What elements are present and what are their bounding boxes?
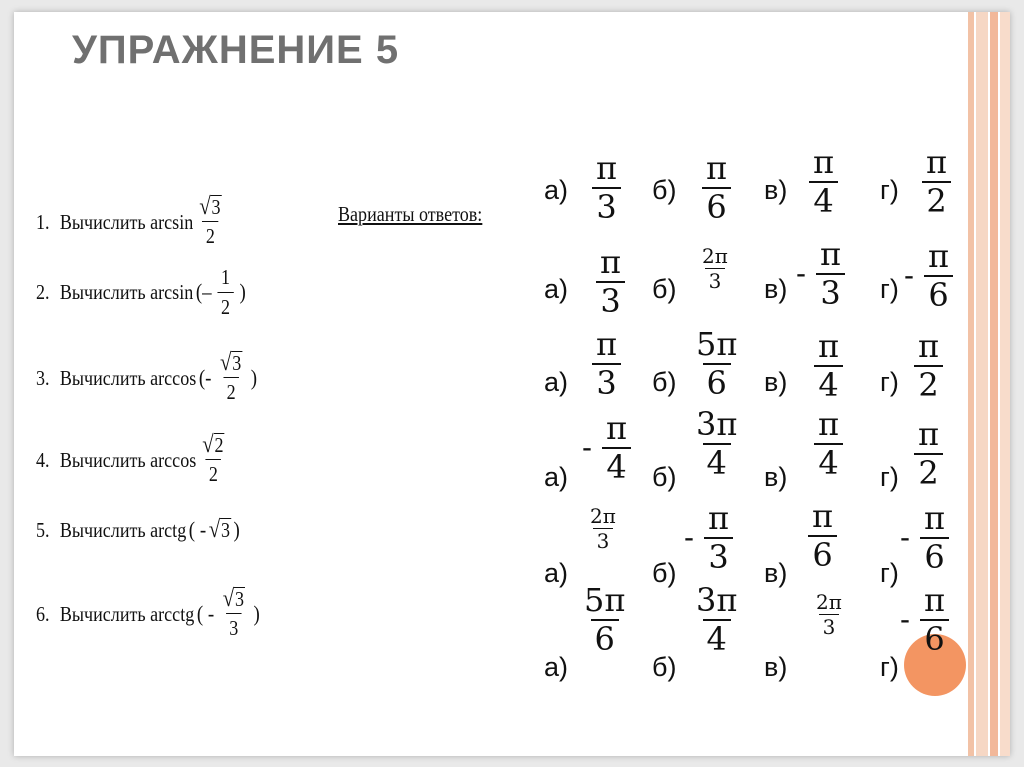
- denominator: 6: [920, 537, 948, 575]
- denominator: 3: [816, 273, 844, 311]
- fraction: [692, 325, 741, 402]
- answer-option[interactable]: [596, 243, 625, 320]
- task-text: Вычислить arcctg: [59, 601, 195, 626]
- option-label: г): [880, 175, 899, 205]
- answer-option[interactable]: [582, 409, 631, 486]
- fraction: [814, 327, 843, 404]
- denominator: 3: [596, 281, 624, 319]
- open-paren: (-: [198, 365, 212, 390]
- denominator: 2: [914, 365, 942, 403]
- option-label: г): [880, 652, 899, 682]
- fraction: [692, 405, 741, 482]
- open-paren: (–: [195, 279, 212, 304]
- task-text: Вычислить arctg: [59, 517, 187, 542]
- sqrt: [208, 515, 231, 543]
- numerator: π: [918, 327, 940, 365]
- task-number: 3.: [36, 365, 50, 390]
- decorative-stripes: [964, 12, 1010, 756]
- radicand: 3: [211, 194, 221, 219]
- numerator: π: [924, 581, 946, 619]
- answer-option[interactable]: [904, 237, 953, 314]
- answer-option[interactable]: [914, 327, 943, 404]
- minus-sign: -: [900, 603, 910, 637]
- minus-sign: -: [582, 431, 592, 465]
- task-text: Вычислить arcsin: [59, 279, 194, 304]
- fraction: [602, 409, 631, 486]
- radicand: 3: [232, 350, 242, 375]
- option-label: г): [880, 462, 899, 492]
- sqrt: [197, 192, 224, 221]
- denominator: 2: [223, 377, 239, 405]
- task-5: [36, 490, 242, 570]
- fraction: [692, 581, 741, 658]
- open-paren: ( -: [188, 517, 207, 542]
- fraction: [586, 506, 620, 552]
- answer-option[interactable]: [900, 499, 949, 576]
- option-label: а): [544, 462, 569, 492]
- option-label: б): [652, 274, 677, 304]
- fraction: [922, 143, 951, 220]
- fraction: [200, 430, 227, 487]
- answer-option[interactable]: [586, 506, 620, 552]
- fraction: [816, 235, 845, 312]
- option-label: в): [764, 652, 788, 682]
- answer-option[interactable]: [702, 149, 731, 226]
- fraction: [924, 237, 953, 314]
- fraction: [217, 348, 244, 405]
- denominator: 4: [809, 181, 837, 219]
- numerator: π: [918, 415, 940, 453]
- denominator: 3: [705, 268, 726, 292]
- root-sign: √: [222, 584, 235, 612]
- close-paren: ): [250, 365, 258, 390]
- answer-option[interactable]: [900, 581, 949, 658]
- radicand: 3: [235, 586, 245, 611]
- option-label: а): [544, 652, 569, 682]
- denominator: 2: [205, 459, 221, 487]
- stripe: [968, 12, 974, 756]
- denominator: 3: [704, 537, 732, 575]
- denominator: 4: [814, 443, 842, 481]
- denominator: 4: [703, 443, 731, 481]
- task-3: [36, 338, 260, 418]
- fraction: [809, 143, 838, 220]
- numerator: π: [812, 497, 834, 535]
- open-paren: ( -: [196, 601, 215, 626]
- minus-sign: -: [796, 257, 806, 291]
- root-sign: √: [220, 348, 232, 376]
- stripe: [990, 12, 998, 756]
- numerator: 2π: [816, 590, 842, 614]
- denominator: 2: [922, 181, 950, 219]
- task-number: 6.: [36, 601, 50, 626]
- answer-option[interactable]: [692, 581, 741, 658]
- option-label: б): [652, 652, 677, 682]
- fraction: [218, 265, 234, 320]
- denominator: 6: [808, 535, 836, 573]
- answer-option[interactable]: [592, 325, 621, 402]
- numerator: 3π: [696, 581, 738, 619]
- answer-option[interactable]: [796, 235, 845, 312]
- option-label: б): [652, 175, 677, 205]
- denominator: 6: [591, 619, 619, 657]
- task-text: Вычислить arccos: [59, 365, 197, 390]
- numerator: π: [600, 243, 622, 281]
- task-number: 5.: [36, 517, 50, 542]
- slide-title: УПРАЖНЕНИЕ 5: [72, 28, 400, 72]
- denominator: 3: [819, 614, 840, 638]
- denominator: 4: [814, 365, 842, 403]
- numerator: π: [924, 499, 946, 537]
- denominator: 3: [592, 363, 620, 401]
- task-number: 2.: [36, 279, 50, 304]
- option-label: а): [544, 558, 569, 588]
- option-label: в): [764, 367, 788, 397]
- denominator: 4: [703, 619, 731, 657]
- close-paren: ): [239, 279, 246, 304]
- fraction: [702, 149, 731, 226]
- task-text: Вычислить arccos: [59, 447, 197, 472]
- denominator: 2: [202, 221, 218, 249]
- option-label: б): [652, 558, 677, 588]
- fraction: [914, 415, 943, 492]
- numerator: π: [813, 143, 835, 181]
- task-4: [36, 420, 230, 500]
- answer-option[interactable]: [698, 246, 732, 292]
- fraction: [580, 581, 629, 658]
- denominator: 2: [914, 453, 942, 491]
- option-label: в): [764, 175, 788, 205]
- minus-sign: -: [904, 259, 914, 293]
- answer-option[interactable]: [814, 327, 843, 404]
- denominator: 3: [592, 187, 620, 225]
- answer-option[interactable]: [809, 143, 838, 220]
- option-label: в): [764, 558, 788, 588]
- answer-option[interactable]: [592, 149, 621, 226]
- numerator: 3π: [696, 405, 738, 443]
- root-sign: √: [199, 192, 211, 220]
- option-label: а): [544, 175, 569, 205]
- stripe: [976, 12, 988, 756]
- root-sign: √: [202, 430, 214, 458]
- option-label: г): [880, 558, 899, 588]
- numerator: π: [820, 235, 842, 273]
- close-paren: ): [233, 517, 240, 542]
- fraction: [812, 592, 846, 638]
- fraction: [197, 192, 224, 249]
- task-6: [36, 574, 262, 654]
- fraction: [814, 405, 843, 482]
- fraction: [920, 581, 949, 658]
- answer-option[interactable]: [692, 405, 741, 482]
- root-sign: √: [208, 515, 221, 543]
- answer-option[interactable]: [922, 143, 951, 220]
- numerator: π: [606, 409, 628, 447]
- answer-option[interactable]: [808, 497, 837, 574]
- numerator: 5π: [696, 325, 738, 363]
- close-paren: ): [253, 601, 260, 626]
- option-label: в): [764, 274, 788, 304]
- numerator: π: [706, 149, 728, 187]
- numerator: 2π: [702, 244, 728, 268]
- task-1: [36, 182, 227, 262]
- task-number: 4.: [36, 447, 50, 472]
- fraction: [596, 243, 625, 320]
- task-number: 1.: [36, 209, 50, 234]
- denominator: 6: [703, 363, 731, 401]
- numerator: π: [928, 237, 950, 275]
- denominator: 4: [602, 447, 630, 485]
- option-label: а): [544, 367, 569, 397]
- answers-header: Варианты ответов:: [338, 202, 483, 226]
- answer-option[interactable]: [580, 581, 629, 658]
- fraction: [808, 497, 837, 574]
- minus-sign: -: [900, 521, 910, 555]
- denominator: 6: [924, 275, 952, 313]
- fraction: [920, 499, 949, 576]
- answer-option[interactable]: [812, 592, 846, 638]
- sqrt: [220, 584, 247, 613]
- option-label: б): [652, 367, 677, 397]
- fraction: [592, 149, 621, 226]
- numerator: 5π: [584, 581, 626, 619]
- sqrt: [200, 430, 227, 459]
- option-label: б): [652, 462, 677, 492]
- task-2: [36, 252, 248, 332]
- radicand: 3: [220, 517, 231, 542]
- slide: [14, 12, 1010, 756]
- numerator: π: [926, 143, 948, 181]
- answer-option[interactable]: [914, 415, 943, 492]
- numerator: π: [596, 149, 618, 187]
- answer-option[interactable]: [814, 405, 843, 482]
- minus-sign: -: [684, 521, 694, 555]
- numerator: π: [818, 327, 840, 365]
- numerator: π: [596, 325, 618, 363]
- numerator: π: [818, 405, 840, 443]
- answer-option[interactable]: [692, 325, 741, 402]
- option-label: г): [880, 367, 899, 397]
- option-label: г): [880, 274, 899, 304]
- denominator: 3: [593, 528, 614, 552]
- sqrt: [217, 348, 244, 377]
- denominator: 3: [226, 613, 242, 641]
- stripe: [1000, 12, 1010, 756]
- task-text: Вычислить arcsin: [59, 209, 194, 234]
- numerator: 1: [221, 264, 231, 289]
- fraction: [698, 246, 732, 292]
- denominator: 6: [920, 619, 948, 657]
- fraction: [914, 327, 943, 404]
- fraction: [704, 499, 733, 576]
- radicand: 2: [214, 432, 224, 457]
- answer-option[interactable]: [684, 499, 733, 576]
- fraction: [592, 325, 621, 402]
- option-label: в): [764, 462, 788, 492]
- denominator: 6: [702, 187, 730, 225]
- numerator: 2π: [590, 504, 616, 528]
- fraction: [220, 584, 247, 641]
- denominator: 2: [218, 292, 234, 320]
- option-label: а): [544, 274, 569, 304]
- numerator: π: [708, 499, 730, 537]
